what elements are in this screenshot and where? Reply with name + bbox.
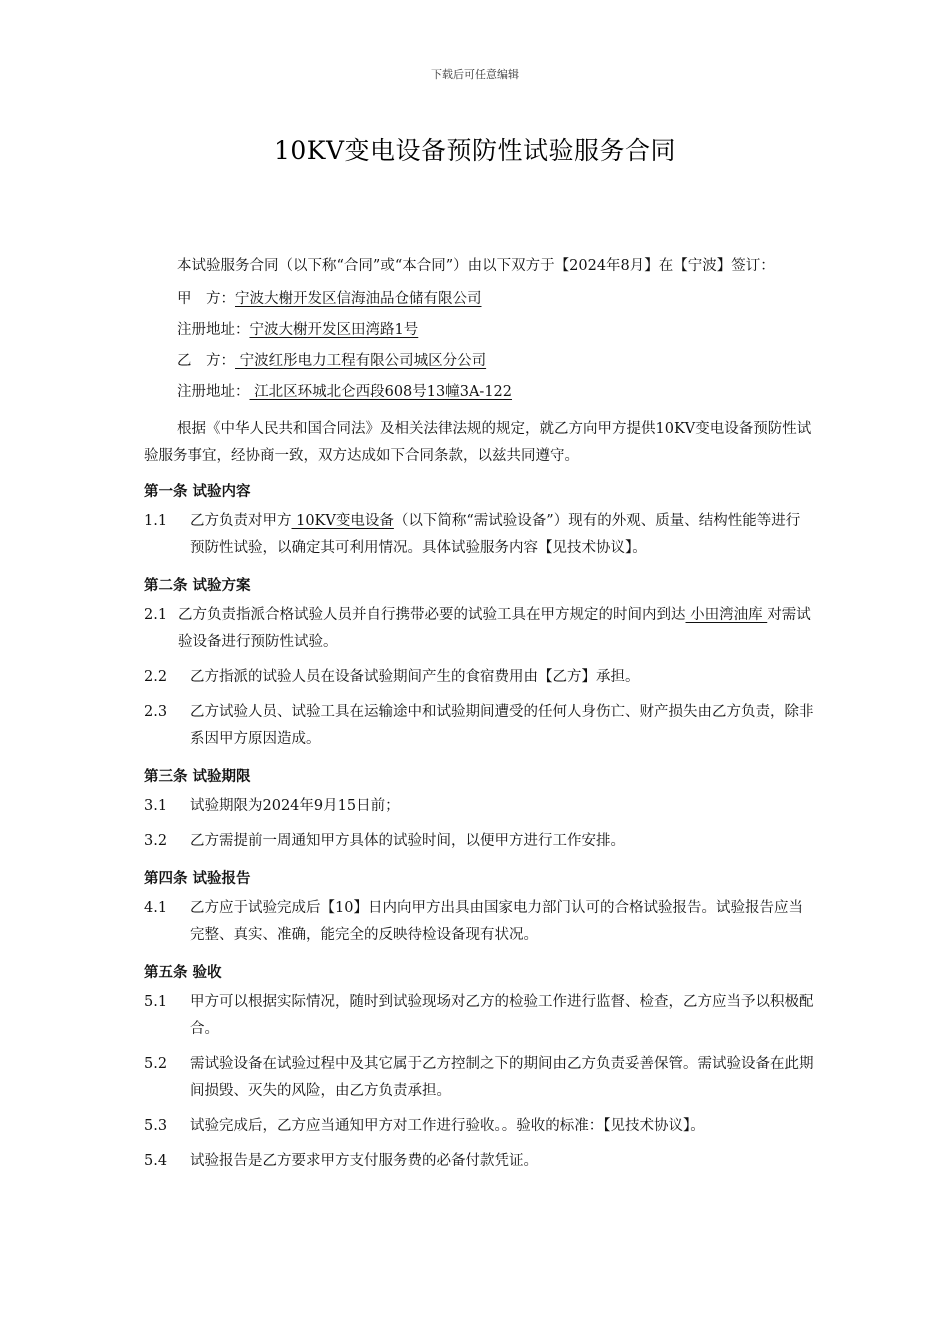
clause-5-4 [144, 1148, 814, 1175]
party-a-address [144, 315, 814, 346]
clause-3-1 [144, 793, 814, 820]
document-body [144, 253, 814, 1183]
clause-text: 试验期限为2024年9月15日前； [190, 798, 400, 814]
party-a-name: 宁波大榭开发区信海油品仓储有限公司 [235, 291, 482, 307]
clause-text: 试验完成后，乙方应当通知甲方对工作进行验收。。验收的标准：【见技术协议】。 [190, 1118, 705, 1134]
clause-number: 5.2 [144, 1056, 168, 1072]
party-b-name: 宁波红彤电力工程有限公司城区分公司 [235, 353, 487, 369]
party-b-address-value: 江北区环城北仑西段608号13幢3A-122 [249, 384, 513, 400]
clause-number: 5.3 [144, 1118, 168, 1134]
clause-text: 乙方指派的试验人员在设备试验期间产生的食宿费用由【乙方】承担。 [190, 669, 640, 685]
clause-1-1 [144, 508, 814, 562]
clause-number: 1.1 [144, 513, 168, 529]
clause-text: 需试验设备在试验过程中及其它属于乙方控制之下的期间由乙方负责妥善保管。需试验设备在此期间损毁、灭失的风险，由乙方负责承担。 [190, 1056, 814, 1099]
clause-2-1 [144, 602, 814, 656]
section-heading-5: 第五条 验收 [144, 964, 222, 981]
party-b-label: 乙 方： [177, 353, 235, 369]
section-heading-3: 第三条 试验期限 [144, 768, 251, 785]
clause-number: 3.2 [144, 833, 168, 849]
clause-number: 5.1 [144, 994, 168, 1010]
party-b [144, 346, 814, 377]
test-location: 小田湾油库 [685, 607, 768, 623]
party-a-label: 甲 方： [177, 291, 235, 307]
clause-text: 乙方负责对甲方 10KV变电设备（以下简称“需试验设备”）现有的外观、质量、结构性能等进行预防性试验，以确定其可利用情况。具体试验服务内容【见技术协议】。 [190, 513, 801, 556]
section-heading-4: 第四条 试验报告 [144, 870, 251, 887]
clause-number: 2.3 [144, 704, 168, 720]
party-a-address-label: 注册地址： [177, 322, 250, 338]
clause-text: 试验报告是乙方要求甲方支付服务费的必备付款凭证。 [190, 1153, 538, 1169]
clause-text: 乙方应于试验完成后【10】日内向甲方出具由国家电力部门认可的合格试验报告。试验报告应当完整、真实、准确，能完全的反映待检设备现有状况。 [190, 900, 803, 943]
clause-5-1 [144, 989, 814, 1043]
clause-number: 2.1 [144, 607, 168, 623]
clause-5-3 [144, 1113, 814, 1140]
party-b-address [144, 377, 814, 408]
clause-text: 乙方需提前一周通知甲方具体的试验时间，以便甲方进行工作安排。 [190, 833, 625, 849]
document-title: 10KV变电设备预防性试验服务合同 [273, 136, 677, 165]
clause-3-2 [144, 828, 814, 855]
section-heading-2: 第二条 试验方案 [144, 577, 251, 594]
clause-number: 5.4 [144, 1153, 168, 1169]
clause-2-2 [144, 664, 814, 691]
section-heading-1: 第一条 试验内容 [144, 483, 251, 500]
intro-paragraph: 本试验服务合同（以下称“合同”或“本合同”）由以下双方于【2024年8月】在【宁波】签订： [177, 258, 775, 274]
clause-text: 乙方试验人员、试验工具在运输途中和试验期间遭受的任何人身伤亡、财产损失由乙方负责，除非系因甲方原因造成。 [190, 704, 814, 747]
basis-paragraph: 根据《中华人民共和国合同法》及相关法律法规的规定，就乙方向甲方提供10KV变电设备预防性试验服务事宜，经协商一致，双方达成如下合同条款，以兹共同遵守。 [144, 421, 812, 464]
clause-5-2 [144, 1051, 814, 1105]
clause-2-3 [144, 699, 814, 753]
equipment-name: 10KV变电设备 [291, 513, 394, 529]
clause-number: 2.2 [144, 669, 168, 685]
clause-text: 甲方可以根据实际情况，随时到试验现场对乙方的检验工作进行监督、检查，乙方应当予以积极配合。 [190, 994, 814, 1037]
clause-number: 3.1 [144, 798, 168, 814]
party-b-address-label: 注册地址： [177, 384, 250, 400]
party-a-address-value: 宁波大榭开发区田湾路1号 [249, 322, 419, 338]
clause-text: 乙方负责指派合格试验人员并自行携带必要的试验工具在甲方规定的时间内到达 小田湾油库 对需试验设备进行预防性试验。 [178, 607, 811, 650]
clause-number: 4.1 [144, 900, 168, 916]
page-header: 下载后可任意编辑 [431, 68, 519, 81]
party-a [144, 284, 814, 315]
clause-4-1 [144, 895, 814, 949]
